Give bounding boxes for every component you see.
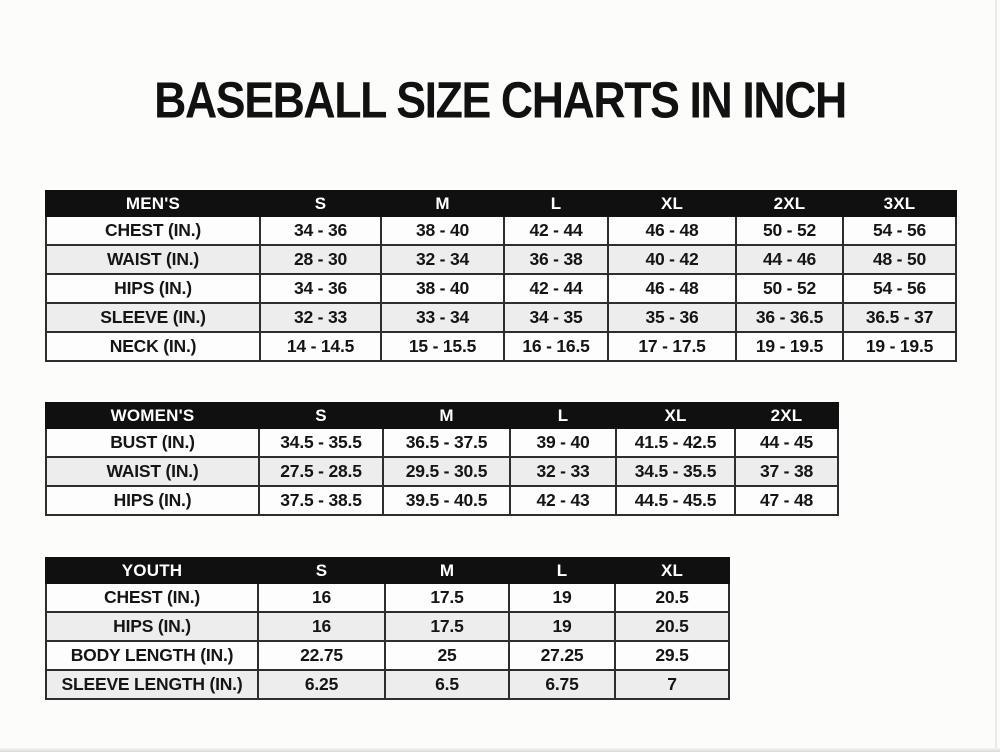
mens-measure-label-neck-in: NECK (IN.) [46,332,260,361]
mens-measure-label-waist-in: WAIST (IN.) [46,245,260,274]
womens-waist-in-m-value: 29.5 - 30.5 [383,457,510,486]
youth-table-title: YOUTH [46,558,258,583]
mens-neck-in-xl-value: 17 - 17.5 [608,332,736,361]
mens-size-header-s: S [260,191,381,216]
womens-waist-in-2xl-value: 37 - 38 [735,457,838,486]
mens-waist-in-l-value: 36 - 38 [504,245,608,274]
mens-waist-in-2xl-value: 44 - 46 [736,245,843,274]
mens-chest-in-2xl-value: 50 - 52 [736,216,843,245]
mens-sleeve-in-3xl-value: 36.5 - 37 [843,303,956,332]
youth-sleeve-length-in-l-value: 6.75 [509,670,615,699]
mens-chest-in-s-value: 34 - 36 [260,216,381,245]
youth-size-header-s: S [258,558,385,583]
mens-row-hips-in [46,274,956,303]
womens-measure-label-waist-in: WAIST (IN.) [46,457,259,486]
mens-measure-label-sleeve-in: SLEEVE (IN.) [46,303,260,332]
mens-row-waist-in [46,245,956,274]
youth-row-hips-in [46,612,729,641]
page-right-edge-shadow [995,0,997,752]
youth-size-header-l: L [509,558,615,583]
mens-neck-in-2xl-value: 19 - 19.5 [736,332,843,361]
youth-body-length-in-xl-value: 29.5 [615,641,729,670]
mens-hips-in-3xl-value: 54 - 56 [843,274,956,303]
mens-sleeve-in-l-value: 34 - 35 [504,303,608,332]
womens-row-hips-in [46,486,838,515]
womens-size-header-m: M [383,403,510,428]
mens-sleeve-in-xl-value: 35 - 36 [608,303,736,332]
womens-hips-in-l-value: 42 - 43 [510,486,616,515]
mens-size-header-xl: XL [608,191,736,216]
mens-neck-in-m-value: 15 - 15.5 [381,332,504,361]
mens-table-title: MEN'S [46,191,260,216]
mens-size-header-2xl: 2XL [736,191,843,216]
mens-row-chest-in [46,216,956,245]
mens-chest-in-3xl-value: 54 - 56 [843,216,956,245]
mens-sleeve-in-m-value: 33 - 34 [381,303,504,332]
womens-size-table [45,402,839,516]
youth-size-header-xl: XL [615,558,729,583]
mens-size-header-m: M [381,191,504,216]
youth-body-length-in-l-value: 27.25 [509,641,615,670]
youth-measure-label-hips-in: HIPS (IN.) [46,612,258,641]
mens-waist-in-3xl-value: 48 - 50 [843,245,956,274]
mens-waist-in-s-value: 28 - 30 [260,245,381,274]
mens-hips-in-2xl-value: 50 - 52 [736,274,843,303]
mens-sleeve-in-2xl-value: 36 - 36.5 [736,303,843,332]
youth-chest-in-m-value: 17.5 [385,583,509,612]
youth-row-body-length-in [46,641,729,670]
womens-hips-in-xl-value: 44.5 - 45.5 [616,486,735,515]
womens-size-header-xl: XL [616,403,735,428]
mens-size-header-3xl: 3XL [843,191,956,216]
mens-neck-in-l-value: 16 - 16.5 [504,332,608,361]
mens-hips-in-s-value: 34 - 36 [260,274,381,303]
womens-bust-in-s-value: 34.5 - 35.5 [259,428,383,457]
mens-hips-in-l-value: 42 - 44 [504,274,608,303]
youth-header-row [46,558,729,583]
youth-chest-in-l-value: 19 [509,583,615,612]
womens-row-waist-in [46,457,838,486]
mens-neck-in-s-value: 14 - 14.5 [260,332,381,361]
womens-size-header-s: S [259,403,383,428]
youth-sleeve-length-in-xl-value: 7 [615,670,729,699]
youth-measure-label-chest-in: CHEST (IN.) [46,583,258,612]
youth-chest-in-xl-value: 20.5 [615,583,729,612]
youth-hips-in-l-value: 19 [509,612,615,641]
mens-hips-in-xl-value: 46 - 48 [608,274,736,303]
womens-size-header-l: L [510,403,616,428]
youth-sleeve-length-in-s-value: 6.25 [258,670,385,699]
mens-chest-in-l-value: 42 - 44 [504,216,608,245]
womens-size-header-2xl: 2XL [735,403,838,428]
mens-row-sleeve-in [46,303,956,332]
womens-waist-in-xl-value: 34.5 - 35.5 [616,457,735,486]
youth-row-chest-in [46,583,729,612]
page-title: BASEBALL SIZE CHARTS IN INCH [154,73,846,130]
youth-sleeve-length-in-m-value: 6.5 [385,670,509,699]
youth-measure-label-sleeve-length-in: SLEEVE LENGTH (IN.) [46,670,258,699]
womens-table-title: WOMEN'S [46,403,259,428]
mens-chest-in-xl-value: 46 - 48 [608,216,736,245]
mens-size-header-l: L [504,191,608,216]
mens-waist-in-xl-value: 40 - 42 [608,245,736,274]
mens-row-neck-in [46,332,956,361]
youth-body-length-in-m-value: 25 [385,641,509,670]
mens-measure-label-hips-in: HIPS (IN.) [46,274,260,303]
page-bottom-edge-shadow [0,748,1000,752]
womens-measure-label-hips-in: HIPS (IN.) [46,486,259,515]
youth-chest-in-s-value: 16 [258,583,385,612]
youth-size-table [45,557,730,700]
womens-bust-in-m-value: 36.5 - 37.5 [383,428,510,457]
mens-measure-label-chest-in: CHEST (IN.) [46,216,260,245]
mens-sleeve-in-s-value: 32 - 33 [260,303,381,332]
youth-size-header-m: M [385,558,509,583]
womens-hips-in-2xl-value: 47 - 48 [735,486,838,515]
womens-bust-in-l-value: 39 - 40 [510,428,616,457]
womens-waist-in-s-value: 27.5 - 28.5 [259,457,383,486]
womens-bust-in-xl-value: 41.5 - 42.5 [616,428,735,457]
womens-header-row [46,403,838,428]
womens-waist-in-l-value: 32 - 33 [510,457,616,486]
youth-measure-label-body-length-in: BODY LENGTH (IN.) [46,641,258,670]
youth-row-sleeve-length-in [46,670,729,699]
womens-row-bust-in [46,428,838,457]
mens-header-row [46,191,956,216]
womens-hips-in-m-value: 39.5 - 40.5 [383,486,510,515]
youth-hips-in-s-value: 16 [258,612,385,641]
youth-hips-in-xl-value: 20.5 [615,612,729,641]
youth-body-length-in-s-value: 22.75 [258,641,385,670]
mens-waist-in-m-value: 32 - 34 [381,245,504,274]
youth-hips-in-m-value: 17.5 [385,612,509,641]
mens-neck-in-3xl-value: 19 - 19.5 [843,332,956,361]
mens-chest-in-m-value: 38 - 40 [381,216,504,245]
mens-hips-in-m-value: 38 - 40 [381,274,504,303]
womens-hips-in-s-value: 37.5 - 38.5 [259,486,383,515]
mens-size-table [45,190,957,362]
womens-measure-label-bust-in: BUST (IN.) [46,428,259,457]
womens-bust-in-2xl-value: 44 - 45 [735,428,838,457]
